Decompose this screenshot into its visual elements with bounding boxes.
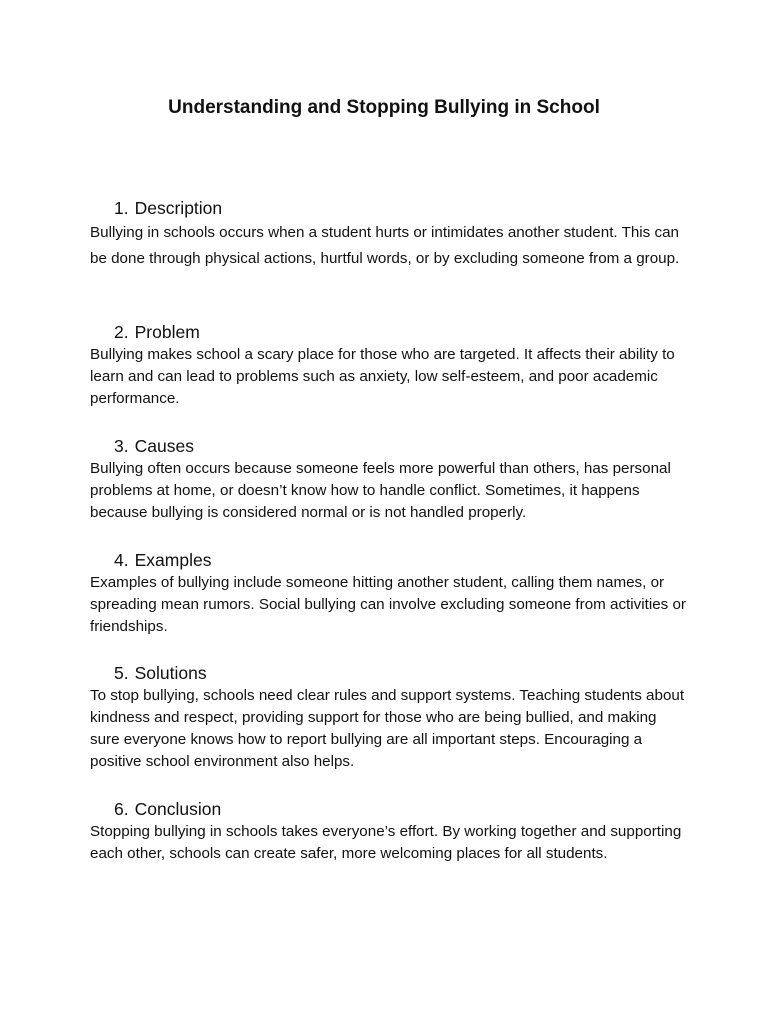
section-number: 4. [114, 550, 129, 570]
section-body: Examples of bullying include someone hitting another student, calling them names, or spreading mean rumors. Social bullying can involve excluding someone from activities or friendships. [90, 574, 686, 635]
section-heading [90, 548, 690, 572]
section-number: 3. [114, 436, 129, 456]
section-heading [90, 661, 690, 685]
section-heading [90, 434, 690, 458]
section-body: Bullying in schools occurs when a student hurts or intimidates another student. This can be done through physical actions, hurtful words, or by excluding someone from a group. [90, 224, 680, 267]
section-heading-label: Causes [134, 436, 194, 456]
section-body: To stop bullying, schools need clear rules and support systems. Teaching students about kindness and respect, providing support for those who are being bullied, and making sure everyone knows how to report bullying are all important steps. Encouraging a positive school environment also helps. [90, 687, 685, 770]
section-body: Stopping bullying in schools takes everyone’s effort. By working together and supporting each other, schools can create safer, more welcoming places for all students. [90, 823, 682, 862]
section-causes [90, 434, 690, 524]
section-description [90, 196, 690, 271]
section-number: 5. [114, 663, 129, 683]
section-heading [90, 196, 690, 220]
section-number: 2. [114, 322, 129, 342]
section-body: Bullying makes school a scary place for those who are targeted. It affects their ability to learn and can lead to problems such as anxiety, low self-esteem, and poor academic performance. [90, 346, 675, 407]
section-number: 1. [114, 198, 129, 218]
section-heading-label: Conclusion [134, 799, 222, 819]
section-heading-label: Problem [134, 322, 200, 342]
section-conclusion [90, 797, 690, 865]
section-body: Bullying often occurs because someone feels more powerful than others, has personal problems at home, or doesn’t know how to handle conflict. Sometimes, it happens because bullying is considered normal or is not handled properly. [90, 460, 671, 521]
section-heading-label: Examples [134, 550, 212, 570]
section-examples [90, 548, 690, 638]
section-problem [90, 320, 690, 410]
section-number: 6. [114, 799, 129, 819]
section-heading-label: Solutions [134, 663, 207, 683]
section-solutions [90, 661, 690, 773]
section-heading [90, 797, 690, 821]
document-title: Understanding and Stopping Bullying in School [168, 97, 600, 118]
section-heading-label: Description [134, 198, 223, 218]
section-heading [90, 320, 690, 344]
